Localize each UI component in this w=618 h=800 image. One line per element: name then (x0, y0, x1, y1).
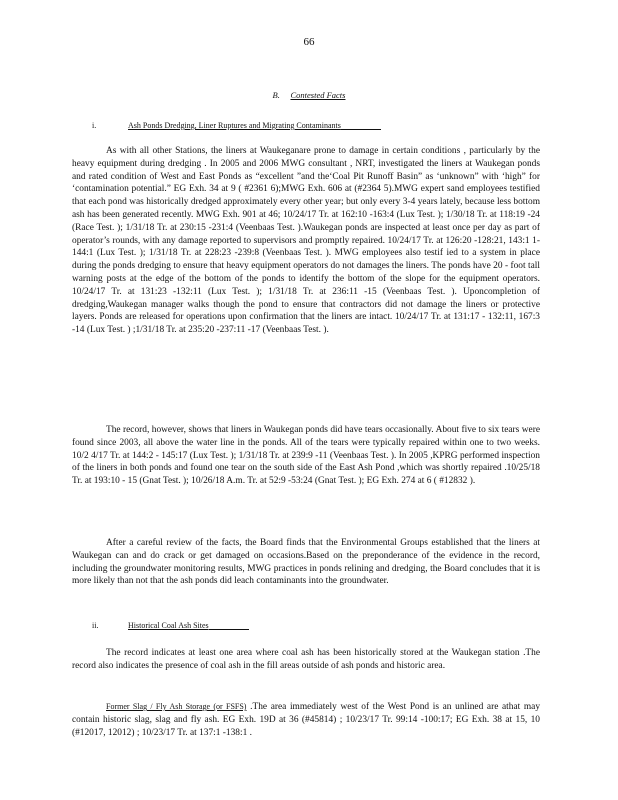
subsection-title: Ash Ponds Dredging, Liner Ruptures and Migrating Contaminants (128, 121, 341, 130)
subsection-heading-ii (92, 621, 249, 630)
section-heading (0, 90, 618, 100)
heading-underline (341, 129, 381, 130)
heading-underline (209, 629, 249, 630)
fsfs-text: .The area immediately west of the West Pond is an unlined are athat may contain historic slag, slag and fly ash. EG Exh. 19D at 36 (#45814) ; 10/23/17 Tr. 99:14 -100:17; EG Exh. 38 at 15, 10 (#12017, 12012) ; 10/23/17 Tr. at 137:1 -138:1 . (72, 702, 541, 738)
paragraph-fsfs (72, 701, 540, 739)
section-letter: B. (272, 90, 280, 100)
subsection-number: ii. (92, 621, 99, 630)
fsfs-label: Former Slag / Fly Ash Storage (or FSFS) (106, 702, 247, 711)
page-number: 66 (303, 36, 315, 48)
subsection-title: Historical Coal Ash Sites (128, 621, 209, 630)
paragraph-historical-sites: The record indicates at least one area where coal ash has been historically stored at the Waukegan station .The record also indicates the presence of coal ash in the fill areas outside of ash ponds and historic area. (72, 648, 540, 671)
subsection-heading-i (92, 121, 381, 130)
section-title: Contested Facts (290, 90, 346, 100)
paragraph-board-findings: After a careful review of the facts, the Board finds that the Environmental Groups established that the liners at Waukegan can and do crack or get damaged on occasions.Based on the preponderance of the evidence in the record, including the groundwater monitoring results, MWG practices in ponds relining and dredging, the Board concludes that it is more likely than not that the ash ponds did leach contaminants into the groundwater. (72, 538, 540, 587)
subsection-number: i. (92, 121, 97, 130)
paragraph-liners: As with all other Stations, the liners at Waukeganare prone to damage in certain conditions , particularly by the heavy equipment during dredging . In 2005 and 2006 MWG consultant , NRT, investigated the liners at Waukegan ponds and rated condition of West and East Ponds as “excellent ”and the‘Coal Pit Runoff Basin” as ‘unknown” with ‘high” for ‘contamination potential.” EG Exh. 34 at 9 ( #2361 6);MWG Exh. 606 at (#2364 5).MWG expert sand employees testified that each pond was historically dredged approximately every other year; but only every 3-4 years lately, because less bottom ash has been generated recently. MWG Exh. 901 at 46; 10/24/17 Tr. at 162:10 -163:4 (Lux Test. ); 1/30/18 Tr. at 118:19 -24 (Race Test. ); 1/31/18 Tr. at 230:15 -231:4 (Veenbaas Test. ).Waukegan ponds are inspected at least once per day as part of operator’s rounds, with any damage reported to supervisors and promptly repaired. 10/24/17 Tr. at 126:20 -128:21, 143:1 1-144:1 (Lux Test. ); 1/31/18 Tr. at 228:23 -239:8 (Veenbaas Test. ). MWG employees also testif ied to a system in place during the ponds dredging to ensure that heavy equipment operators do not damages the liners. The ponds have 20 - foot tall warning posts at the edge of the bottom of the ponds to identify the bottom of the slope for the equipment operators. 10/24/17 Tr. at 131:23 -132:11 (Lux Test. ); 1/31/18 Tr. at 236:11 -15 (Veenbaas Test. ). Uponcompletion of dredging,Waukegan manager walks though the pond to ensure that contractors did not damage the liners or protective layers. Ponds are released for operations upon confirmation that the liners are intact. 10/24/17 Tr. at 131:17 - 132:11, 167:3 -14 (Lux Test. ) ;1/31/18 Tr. at 235:20 -237:11 -17 (Veenbaas Test. ). (72, 146, 540, 336)
paragraph-tears: The record, however, shows that liners in Waukegan ponds did have tears occasionally. About five to six tears were found since 2003, all above the water line in the ponds. All of the tears were typically repaired within one to two weeks. 10/2 4/17 Tr. at 144:2 - 145:17 (Lux Test. ); 1/31/18 Tr. at 239:9 -11 (Veenbaas Test. ). In 2005 ,KPRG performed inspection of the liners in both ponds and found one tear on the south side of the East Ash Pond ,which was shortly repaired .10/25/18 Tr. at 193:10 - 15 (Gnat Test. ); 10/26/18 A.m. Tr. at 52:9 -53:24 (Gnat Test. ); EG Exh. 274 at 6 ( #12832 ). (72, 425, 540, 487)
